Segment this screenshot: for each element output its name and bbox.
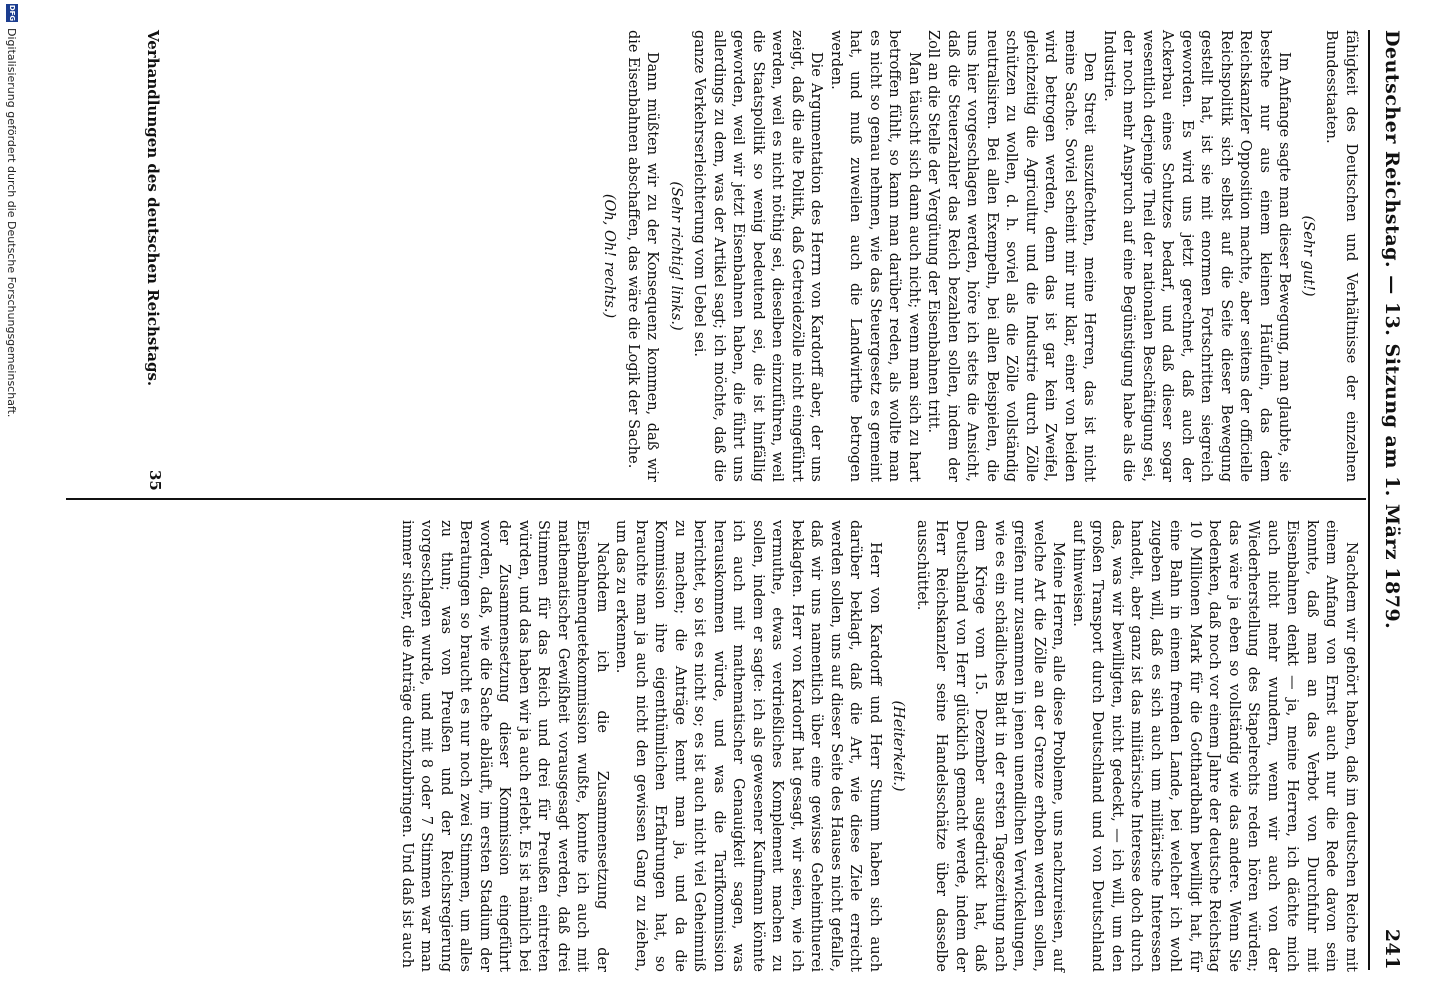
sheet-signature: 35: [146, 470, 164, 491]
digitization-credit: [0, 0, 24, 1000]
paragraph: Meine Herren, alle diese Probleme, uns nachzureisen, auf welche Art die Zölle an der Grenze erhoben werden sollen, greifen nur zusammen in jenen unendlichen Verwickelungen, wie es ein schädliches Blatt in der ersten Tageszeitung nach dem Kriege vom 15. Dezember ausgedrückt hat, daß Deutschland von Herr glücklich gemacht werde, indem der Herr Reichskanzler seine Handelsschätze über dasselbe ausschüttet.: [914, 520, 1067, 972]
paragraph: Nachdem ich die Zusammensetzung der Eisenbahnenquetekommission wußte, konnte ich auch mit mathematischer Gewißheit vorausgesagt werden, daß drei Stimmen für das Reich und drei für Preußen eintreten würden, und das haben wir ja auch erlebt. Es ist nämlich bei der Zusammensetzung dieser Kommission eingeführt worden, daß, wie die Sache abläuft, im ersten Stadium der Beratungen so braucht es nur noch zwei Stimmen, um alles zu thun; was von Preußen und der Reichsregierung vorgeschlagen wurde, und mit 8 oder 7 Stimmen war man immer sicher, die Anträge durchzubringen. Und daß ist auch: [399, 520, 610, 972]
credit-text: Digitalisierung gefördert durch die Deutsche Forschungsgemeinschaft.: [5, 28, 19, 418]
header-rule: [1368, 30, 1370, 970]
paragraph: Dann müßten wir zu der Konsequenz kommen, daß wir die Eisenbahnen abschaffen, das wäre die Logik der Sache.: [625, 30, 661, 482]
paragraph: Man täuscht sich dann auch nicht; wenn man sich zu hart betroffen fühlt, so kann man darüber reden, als wollte man es nicht so genau nehmen, wie das Steuergesetz es gemeint hat, und muß zuweilen auch die Landwirthe betrogen werden.: [828, 30, 922, 482]
speech-remark: (Sehr richtig! links.): [668, 181, 684, 331]
paragraph: Im Anfange sagte man dieser Bewegung, man glaubte, sie bestehe nur aus einem kleinen Häuflein, das dem Reichskanzler Opposition machte, aber seitens der officielle Reichspolitik sich selbst auf die Seite dieser Bewegung gestellt hat, ist sie mit enormen Fortschritten siegreich geworden. Es wird uns jetzt gerechnet, daß auch der Ackerbau eines Schutzes bedarf, und daß dieser sogar wesentlich derjenige Theil der nationalen Beschäftigung sei, der noch mehr Anspruch auf eine Begünstigung habe als die Industrie.: [1101, 30, 1293, 482]
paragraph: Den Streit auszufechten, meine Herren, das ist nicht meine Sache. Soviel scheint mir nur klar, einer von beiden wird betrogen werden, denn das ist gar kein Zweifel, gleichzeitig die Agricultur und die Industrie durch Zölle schützen zu wollen, d. h. soviel als die Zölle vollständig neutralisiren. Bei allen Exempeln, bei allen Beispielen, die uns hier vorgeschlagen werden, höre ich stets die Ansicht, daß die Steuerzahler das Reich bezahlen sollen, indem der Zoll an die Stelle der Vergütung der Eisenbahnen tritt.: [925, 30, 1098, 482]
page-number: 241: [1381, 928, 1403, 970]
paragraph: Nachdem wir gehört haben, daß im deutschen Reiche mit einem Anfang von Ernst auch nur die Rede davon sein konnte, daß man an das Verbot von Durchfuhr mit Eisenbahnen denkt — ja, meine Herren, ich dächte mich auch nicht mehr wundern, wenn wir auch von der Wiederherstellung des Stapelrechts reden hören würden; das wäre ja eben so vollständig wie das andere. Wenn Sie bedenken, daß noch vor einem Jahre der deutsche Reichstag 10 Millionen Mark für die Gotthardbahn bewilligt hat, für eine Bahn in einem fremden Lande, bei welcher ich wohl zugeben will, daß es sich auch um militärische Interessen handelt, aber ganz ist das militärische Interesse doch durch das, was wir bewilligten, nicht gedeckt, — ich will, um den großen Transport durch Deutschland und von Deutschland auf hinweisen.: [1070, 520, 1359, 972]
paragraph: Herr von Kardorff und Herr Stumm haben sich auch darüber beklagt, daß die Art, wie diese Ziele erreicht werden sollen, uns auf dieser Seite des Hauses nicht gefalle, daß wir uns namentlich über eine gewisse Geheimthuerei beklagten. Herr von Kardorff hat gesagt, wir seien, wie ich vermuthe, etwas verdrießliches Komplement machen zu sollen, indem er sagte: ich als gewesener Kaufmann könnte ich auch mit mathematischer Genauigkeit sagen, was herauskommen würde, und was die Tarifkommission berichtet, so ist es nicht so; es ist auch nicht viel Geheimniß zu machen; die Anträge kennt man ja, und da die Kommission ihre eigenthümlichen Erfahrungen hat, so brauchte man ja auch nicht den gewissen Gang zu ziehen, um das zu erkennen.: [613, 520, 883, 972]
paragraph: Die Argumentation des Herrn von Kardorff aber, der uns zeigt, daß die alte Politik, daß Getreidezölle nicht eingeführt werden, weil es nicht nöthig sei, dieselben einzuführen, weil die Staatspolitik so wenig bedeutend sei, die ist hinfällig geworden, weil wir jetzt Eisenbahnen haben, die führt uns allerdings zu dem, was der Artikel sagt; ich möchte, daß die ganze Verkehrserleichterung vom Uebel sei.: [691, 30, 825, 482]
footer-title: Verhandlungen des deutschen Reichstags.: [144, 30, 162, 387]
column-divider: [66, 498, 1366, 500]
speech-remark: (Oh, Oh! rechts.): [601, 193, 618, 319]
running-header: [1372, 30, 1412, 970]
header-title: Deutscher Reichstag. — 13. Sitzung am 1. März 1879.: [1381, 30, 1403, 630]
left-column: [595, 30, 1360, 482]
right-column: [397, 520, 1361, 972]
paragraph: fähigkeit des Deutschen und Verhältnisse der einzelnen Bundesstaaten.: [1323, 30, 1359, 482]
speech-remark: (Sehr gut!): [1300, 215, 1316, 297]
speech-remark: (Heiterkeit.): [890, 700, 907, 792]
dfg-logo: DFG: [8, 4, 16, 22]
